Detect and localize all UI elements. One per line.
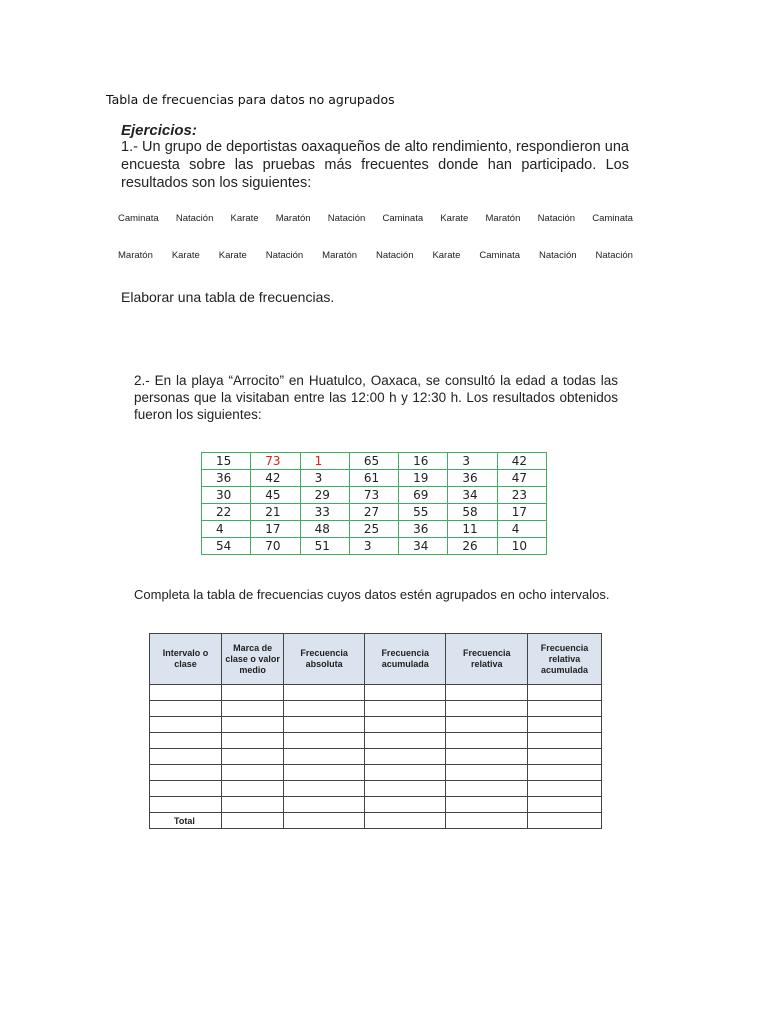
age-cell: 29 — [300, 487, 349, 504]
age-cell: 15 — [202, 453, 251, 470]
empty-cell — [222, 717, 284, 733]
empty-cell — [446, 733, 528, 749]
age-cell: 30 — [202, 487, 251, 504]
empty-cell — [446, 797, 528, 813]
age-cell: 34 — [399, 538, 448, 555]
age-cell: 42 — [497, 453, 546, 470]
table-row — [150, 717, 602, 733]
sport-word: Caminata — [382, 213, 424, 224]
header-cumulative-relative-frequency: Frecuencia relativa acumulada — [528, 634, 602, 685]
sports-row-2 — [118, 250, 633, 261]
empty-cell — [446, 749, 528, 765]
empty-cell — [222, 781, 284, 797]
empty-cell — [446, 701, 528, 717]
empty-cell — [364, 749, 446, 765]
empty-cell — [222, 765, 284, 781]
sport-word: Karate — [440, 213, 469, 224]
empty-cell — [364, 813, 446, 829]
age-cell: 4 — [497, 521, 546, 538]
empty-cell — [528, 781, 602, 797]
empty-cell — [364, 765, 446, 781]
sport-word: Maratón — [275, 213, 311, 224]
empty-cell — [222, 733, 284, 749]
empty-cell — [528, 765, 602, 781]
sport-word: Natación — [265, 250, 304, 261]
table-row — [202, 470, 547, 487]
empty-cell — [364, 685, 446, 701]
age-cell: 69 — [399, 487, 448, 504]
empty-cell — [284, 813, 365, 829]
age-cell: 17 — [251, 521, 300, 538]
empty-cell — [364, 701, 446, 717]
empty-cell — [222, 749, 284, 765]
empty-cell — [528, 813, 602, 829]
age-cell: 58 — [448, 504, 497, 521]
age-cell: 3 — [300, 470, 349, 487]
empty-cell — [364, 781, 446, 797]
table-row — [150, 797, 602, 813]
exercises-heading: Ejercicios: — [121, 122, 197, 139]
empty-cell — [222, 685, 284, 701]
age-cell: 21 — [251, 504, 300, 521]
empty-cell — [446, 685, 528, 701]
empty-cell — [222, 701, 284, 717]
header-absolute-frequency: Frecuencia absoluta — [284, 634, 365, 685]
empty-cell — [446, 765, 528, 781]
empty-cell — [528, 701, 602, 717]
age-cell: 36 — [448, 470, 497, 487]
exercise1-instruction: Elaborar una tabla de frecuencias. — [121, 289, 335, 305]
table-row — [202, 487, 547, 504]
table-row — [202, 453, 547, 470]
empty-cell — [150, 701, 222, 717]
header-relative-frequency: Frecuencia relativa — [446, 634, 528, 685]
age-cell: 27 — [349, 504, 398, 521]
age-cell: 17 — [497, 504, 546, 521]
empty-cell — [284, 717, 365, 733]
age-cell: 55 — [399, 504, 448, 521]
empty-cell — [528, 797, 602, 813]
age-cell: 26 — [448, 538, 497, 555]
sport-word: Karate — [171, 250, 200, 261]
frequency-table — [149, 633, 602, 829]
sport-word: Natación — [327, 213, 366, 224]
exercise2-statement: 2.- En la playa “Arrocito” en Huatulco, Oaxaca, se consultó la edad a todas las personas que la visitaban entre las 12:00 h y 12:30 h. Los resultados obtenidos fueron los siguientes: — [134, 373, 618, 422]
age-cell: 23 — [497, 487, 546, 504]
sport-word: Natación — [537, 213, 576, 224]
sport-word: Natación — [595, 250, 633, 261]
ages-table — [201, 452, 547, 555]
table-row — [150, 733, 602, 749]
empty-cell — [150, 717, 222, 733]
age-cell: 54 — [202, 538, 251, 555]
sports-row-1 — [118, 213, 633, 224]
empty-cell — [284, 749, 365, 765]
empty-cell — [284, 797, 365, 813]
header-class-mark: Marca de clase o valor medio — [222, 634, 284, 685]
table-row — [150, 701, 602, 717]
empty-cell — [528, 685, 602, 701]
age-cell: 36 — [202, 470, 251, 487]
age-cell: 45 — [251, 487, 300, 504]
empty-cell — [364, 717, 446, 733]
table-row — [150, 765, 602, 781]
exercise1-statement: 1.- Un grupo de deportistas oaxaqueños de alto rendimiento, respondieron una encuesta sobre las pruebas más frecuentes donde han participado. Los resultados son los siguientes: — [121, 139, 629, 191]
age-cell: 73 — [349, 487, 398, 504]
sport-word: Karate — [432, 250, 461, 261]
document-title: Tabla de frecuencias para datos no agrupados — [106, 92, 395, 107]
table-row — [202, 538, 547, 555]
sport-word: Maratón — [322, 250, 358, 261]
empty-cell — [284, 701, 365, 717]
age-cell: 47 — [497, 470, 546, 487]
empty-cell — [284, 733, 365, 749]
age-cell: 65 — [349, 453, 398, 470]
table-row — [150, 685, 602, 701]
age-cell: 51 — [300, 538, 349, 555]
sport-word: Caminata — [592, 213, 633, 224]
frequency-header-row — [150, 634, 602, 685]
sport-word: Karate — [230, 213, 259, 224]
empty-cell — [528, 733, 602, 749]
age-cell: 10 — [497, 538, 546, 555]
age-cell: 34 — [448, 487, 497, 504]
age-cell: 33 — [300, 504, 349, 521]
empty-cell — [150, 781, 222, 797]
age-cell: 3 — [448, 453, 497, 470]
age-cell: 16 — [399, 453, 448, 470]
total-label: Total — [150, 813, 222, 829]
age-cell: 25 — [349, 521, 398, 538]
empty-cell — [446, 813, 528, 829]
table-row — [202, 504, 547, 521]
empty-cell — [284, 685, 365, 701]
age-cell-highlighted: 73 — [251, 453, 300, 470]
sport-word: Caminata — [118, 213, 159, 224]
empty-cell — [364, 733, 446, 749]
age-cell-highlighted: 1 — [300, 453, 349, 470]
age-cell: 3 — [349, 538, 398, 555]
empty-cell — [150, 733, 222, 749]
sport-word: Natación — [539, 250, 577, 261]
empty-cell — [222, 797, 284, 813]
table-row — [202, 521, 547, 538]
table-row — [150, 781, 602, 797]
empty-cell — [150, 765, 222, 781]
age-cell: 42 — [251, 470, 300, 487]
empty-cell — [222, 813, 284, 829]
table-row — [150, 749, 602, 765]
empty-cell — [150, 797, 222, 813]
age-cell: 11 — [448, 521, 497, 538]
age-cell: 48 — [300, 521, 349, 538]
header-interval: Intervalo o clase — [150, 634, 222, 685]
empty-cell — [284, 765, 365, 781]
empty-cell — [528, 749, 602, 765]
sport-word: Natación — [375, 250, 414, 261]
empty-cell — [284, 781, 365, 797]
sport-word: Karate — [218, 250, 247, 261]
age-cell: 61 — [349, 470, 398, 487]
exercise2-instruction: Completa la tabla de frecuencias cuyos datos estén agrupados en ocho intervalos. — [134, 587, 610, 602]
sport-word: Maratón — [485, 213, 521, 224]
total-row — [150, 813, 602, 829]
age-cell: 22 — [202, 504, 251, 521]
empty-cell — [446, 717, 528, 733]
age-cell: 19 — [399, 470, 448, 487]
empty-cell — [528, 717, 602, 733]
header-cumulative-frequency: Frecuencia acumulada — [364, 634, 446, 685]
age-cell: 36 — [399, 521, 448, 538]
age-cell: 70 — [251, 538, 300, 555]
sport-word: Maratón — [118, 250, 153, 261]
empty-cell — [446, 781, 528, 797]
empty-cell — [150, 749, 222, 765]
empty-cell — [364, 797, 446, 813]
sport-word: Caminata — [479, 250, 521, 261]
empty-cell — [150, 685, 222, 701]
sport-word: Natación — [175, 213, 214, 224]
age-cell: 4 — [202, 521, 251, 538]
